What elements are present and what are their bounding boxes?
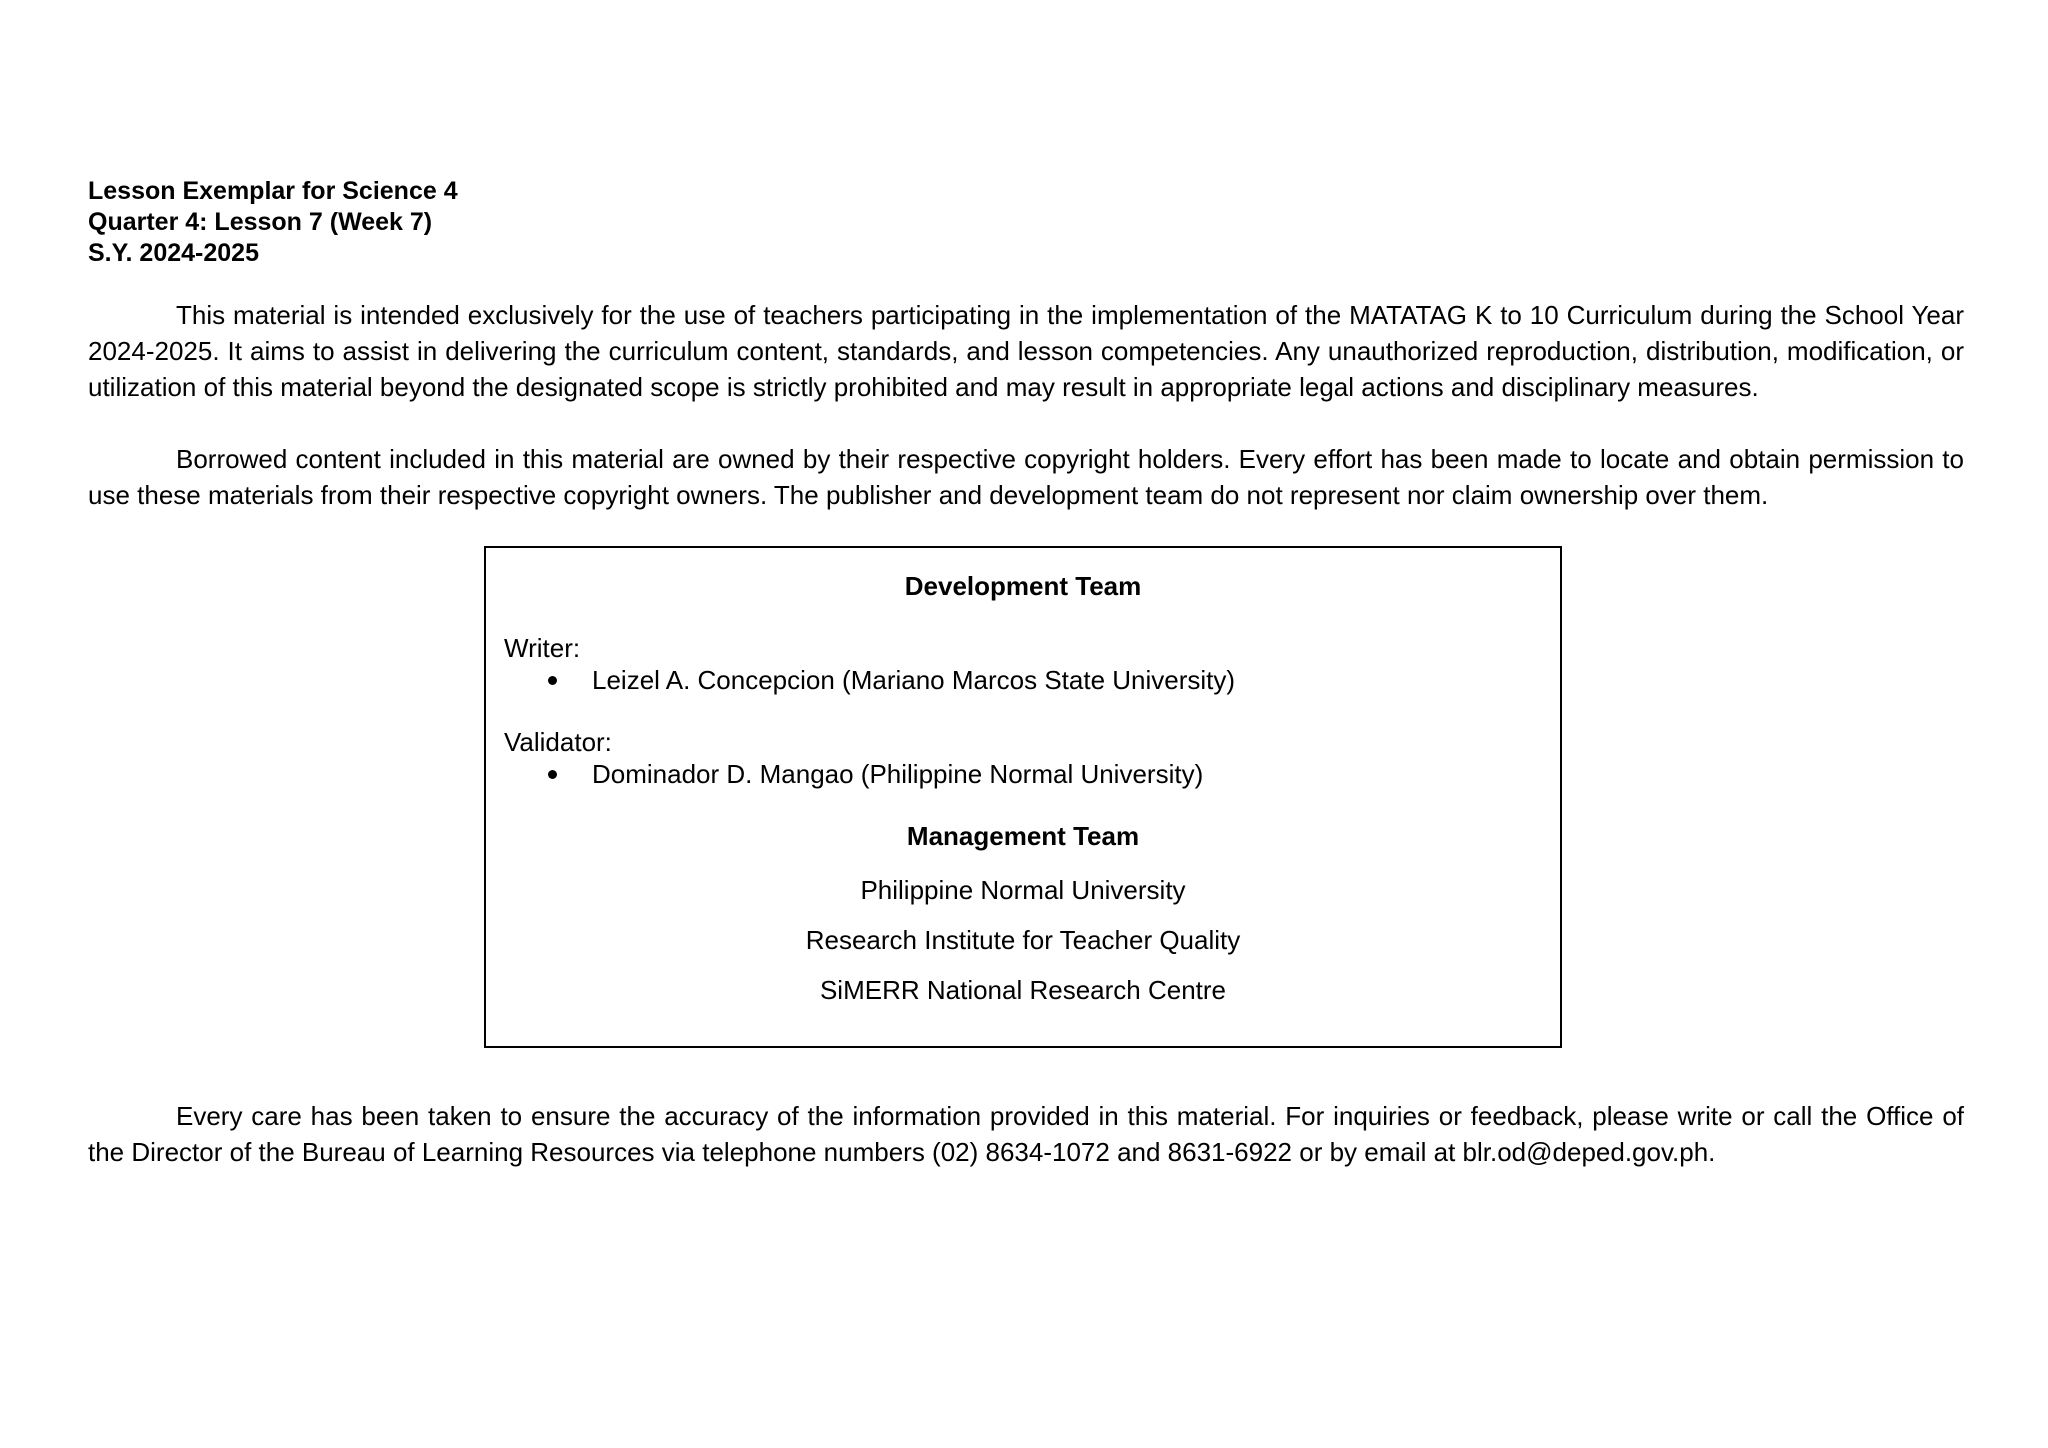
management-team-member: Research Institute for Teacher Quality [805,925,1241,955]
validator-list-item [548,758,1203,790]
writer-label: Writer: [504,633,581,663]
validator-name: Dominador D. Mangao (Philippine Normal University) [592,759,1204,789]
inquiries-paragraph: Every care has been taken to ensure the accuracy of the information provided in this material. For inquiries or feedback, please write or call the Office of the Director of the Bureau of Learning Resources via telephone numbers (02) 8634-1072 and 8631-6922 or by email at blr.od@deped.gov.ph. [88,1101,1964,1167]
intended-use-paragraph: This material is intended exclusively for the use of teachers participating in the implementation of the MATATAG K to 10 Curriculum during the School Year 2024-2025. It aims to assist in delivering the curriculum content, standards, and lesson competencies. Any unauthorized reproduction, distribution, modification, or utilization of this material beyond the designated scope is strictly prohibited and may result in appropriate legal actions and disciplinary measures. [88,300,1964,402]
management-team-member: SiMERR National Research Centre [819,975,1227,1005]
management-team-member: Philippine Normal University [860,875,1186,905]
bullet-icon [548,676,557,685]
lesson-title: Lesson Exemplar for Science 4 [88,177,458,205]
lesson-quarter-week: Quarter 4: Lesson 7 (Week 7) [88,208,433,236]
team-credits-box [484,546,1562,1048]
document-header [88,176,988,269]
school-year: S.Y. 2024-2025 [88,239,259,267]
management-team-heading: Management Team [906,821,1140,851]
development-team-heading: Development Team [904,571,1142,601]
bullet-icon [548,770,557,779]
validator-label: Validator: [504,727,612,757]
borrowed-content-paragraph: Borrowed content included in this material are owned by their respective copyright holders. Every effort has been made to locate and obtain permission to use these materials from their respective copyright owners. The publisher and development team do not represent nor claim ownership over them. [88,444,1964,510]
writer-list-item [548,664,1235,696]
writer-name: Leizel A. Concepcion (Mariano Marcos State University) [592,665,1236,695]
